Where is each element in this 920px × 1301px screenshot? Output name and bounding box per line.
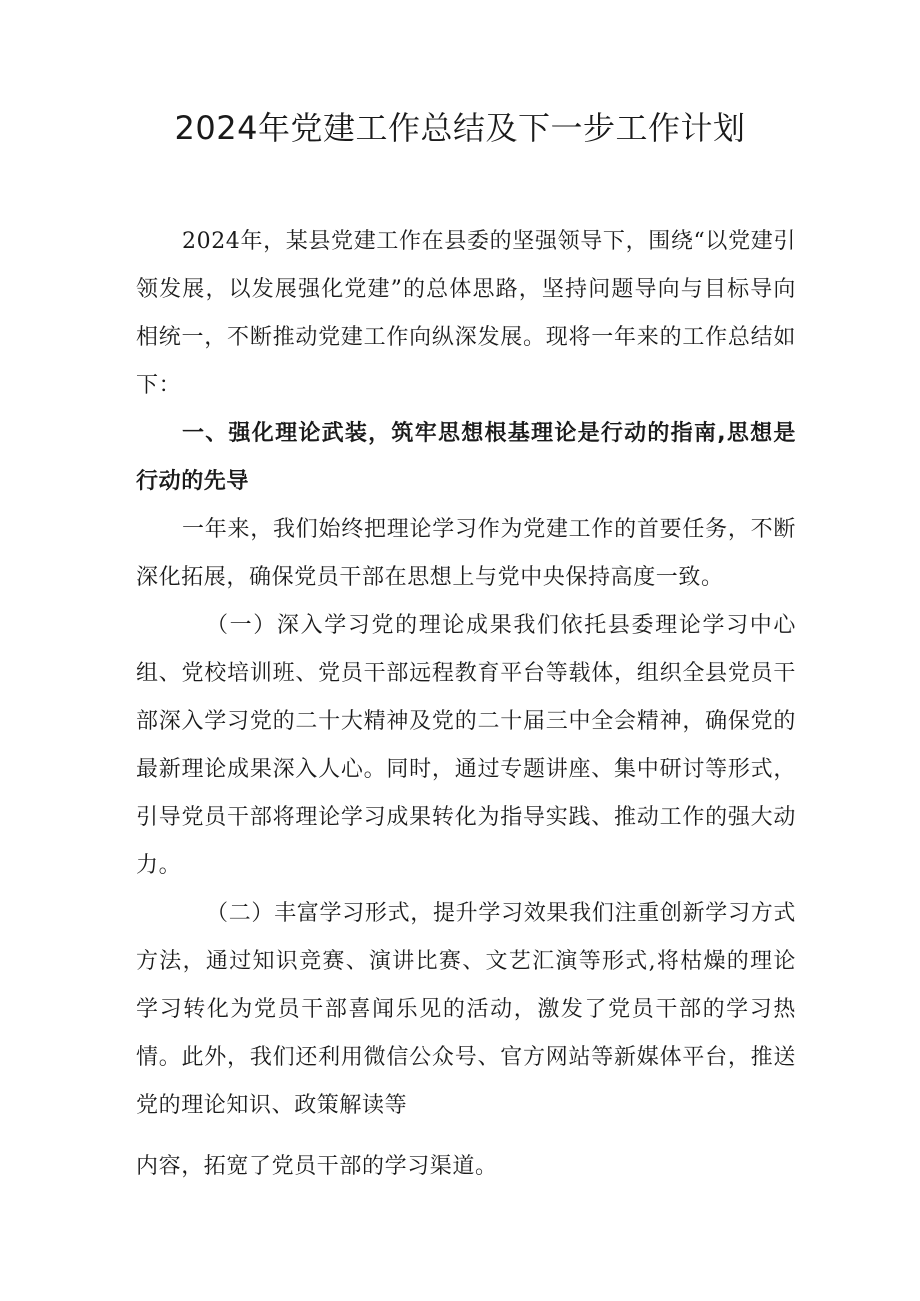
section-heading-1: 一、强化理论武装，筑牢思想根基理论是行动的指南,思想是行动的先导 bbox=[136, 421, 796, 494]
subsection-2-paragraph: （二）丰富学习形式，提升学习效果我们注重创新学习方式方法，通过知识竞赛、演讲比赛、文艺汇演等形式,将枯燥的理论学习转化为党员干部喜闻乐见的活动，激发了党员干部的学习热情。此外，我们还利用微信公众号、官方网站等新媒体平台，推送党的理论知识、政策解读等 bbox=[136, 901, 796, 1118]
section-1-paragraph: 一年来，我们始终把理论学习作为党建工作的首要任务，不断深化拓展，确保党员干部在思想上与党中央保持高度一致。 bbox=[136, 517, 796, 590]
document-title: 2024年党建工作总结及下一步工作计划 bbox=[174, 109, 746, 147]
continuation-paragraph: 内容，拓宽了党员干部的学习渠道。 bbox=[136, 1154, 498, 1179]
subsection-1-paragraph: （一）深入学习党的理论成果我们依托县委理论学习中心组、党校培训班、党员干部远程教育平台等载体，组织全县党员干部深入学习党的二十大精神及党的二十届三中全会精神，确保党的最新理论成果深入人心。同时，通过专题讲座、集中研讨等形式，引导党员干部将理论学习成果转化为指导实践、推动工作的强大动力。 bbox=[136, 613, 796, 878]
intro-paragraph: 2024年，某县党建工作在县委的坚强领导下，围绕“以党建引领发展，以发展强化党建”的总体思路，坚持问题导向与目标导向相统一，不断推动党建工作向纵深发展。现将一年来的工作总结如下： bbox=[136, 229, 796, 398]
